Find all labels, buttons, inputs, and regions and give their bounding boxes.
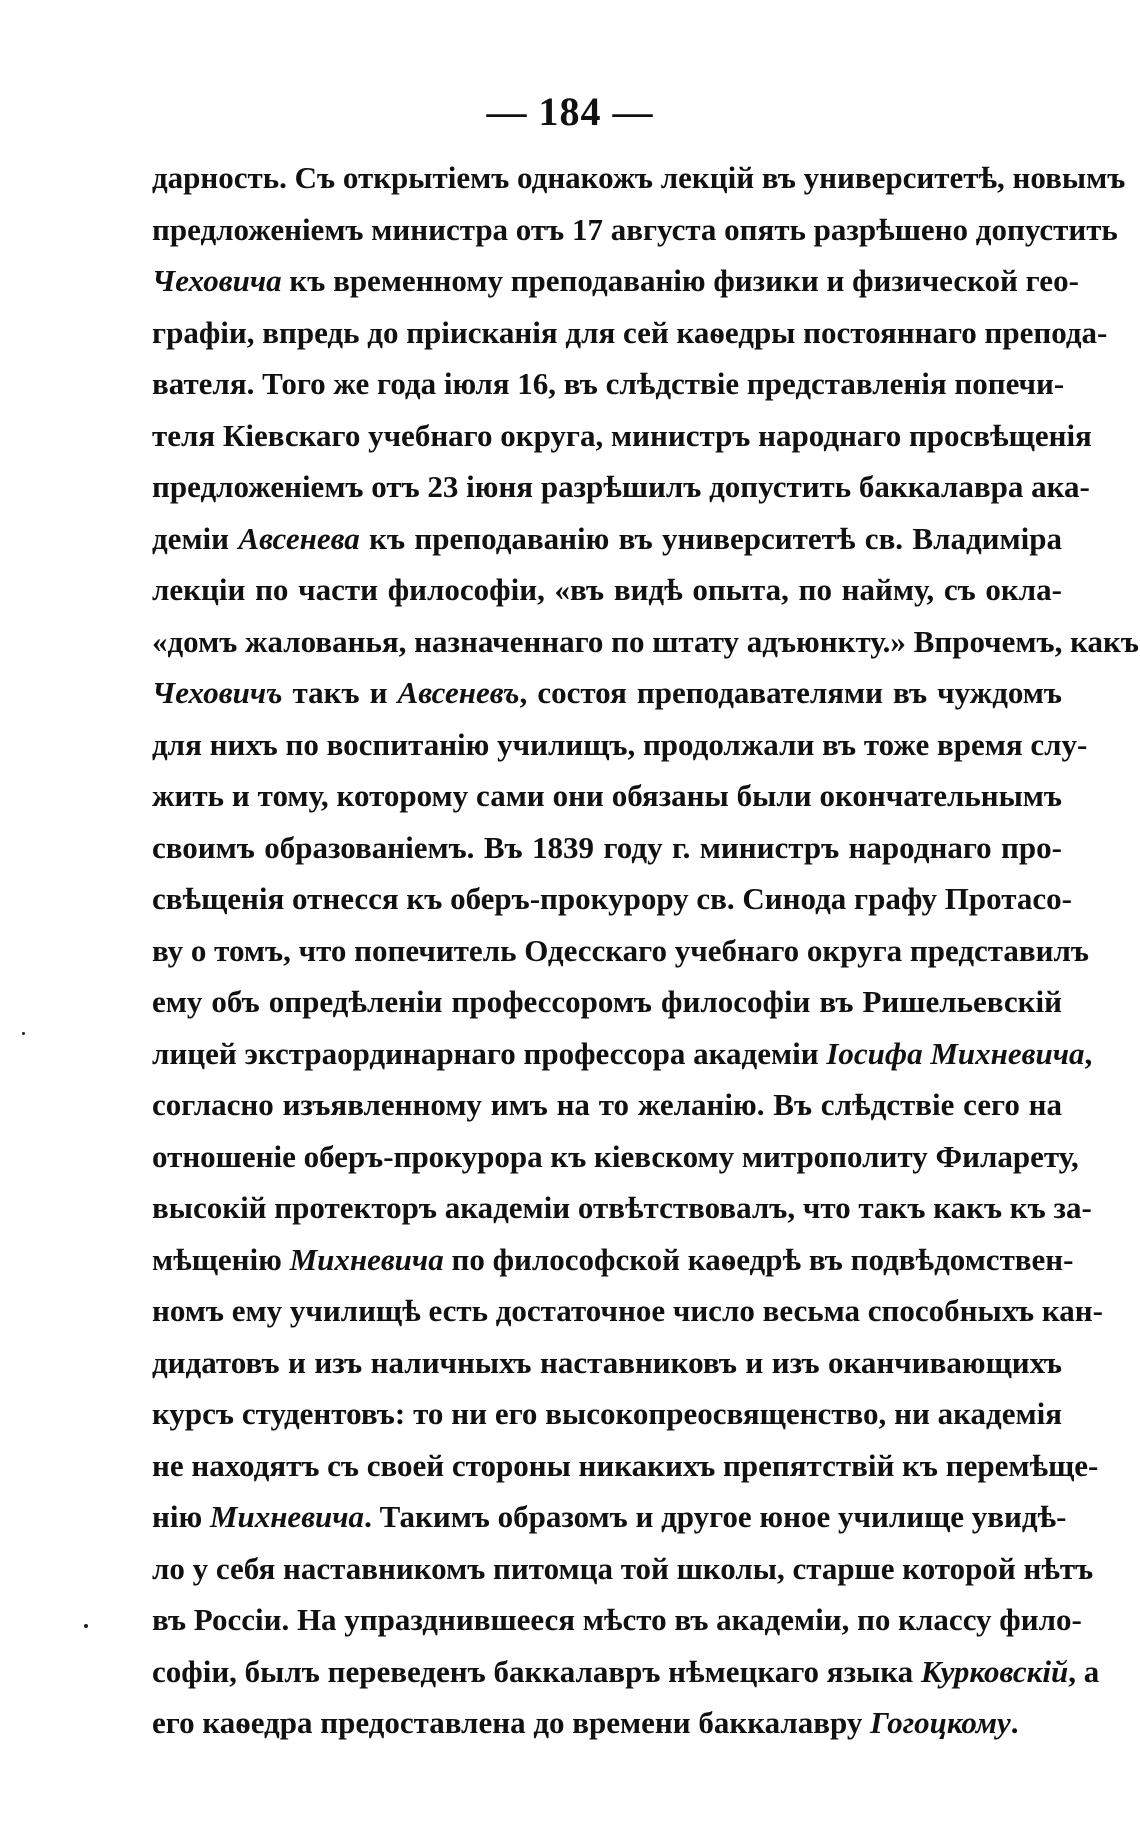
text-run: своимъ образованіемъ. Въ 1839 году г. министръ народнаго про- (152, 829, 1062, 865)
italic-name: Михневича (209, 1499, 365, 1534)
text-run: высокій протекторъ академіи отвѣтствовалъ, что такъ какъ къ за- (152, 1190, 1092, 1225)
text-line (152, 461, 1090, 513)
text-line (152, 255, 1079, 307)
text-run: мѣщенію (152, 1241, 290, 1277)
text-run: отношеніе оберъ-прокурора къ кіевскому митрополиту Филарету, (152, 1138, 1079, 1174)
text-run: . (1010, 1705, 1019, 1740)
ink-speck (84, 1624, 88, 1628)
text-line (152, 616, 1139, 668)
text-run: ло у себя наставникомъ питомца той школы, старше которой нѣтъ (152, 1550, 1094, 1586)
text-run: курсъ студентовъ: то ни его высокопреосвященство, ни академія (152, 1396, 1062, 1431)
text-run: не находятъ съ своей стороны никакихъ препятствій къ перемѣще- (152, 1447, 1099, 1483)
italic-name: Гогоцкому (870, 1705, 1011, 1740)
text-run: ву о томъ, что попечитель Одесскаго учебнаго округа представилъ (152, 932, 1089, 968)
italic-name: Авсенева (238, 520, 360, 556)
text-run: въ Россіи. На упразднившееся мѣсто въ академіи, по классу фило- (152, 1602, 1082, 1637)
italic-name: Михневича (289, 1241, 444, 1277)
text-line (152, 1028, 1093, 1080)
text-run: свѣщенія отнесся къ оберъ-прокурору св. Синода графу Протасо- (152, 881, 1072, 916)
text-run: «домъ жалованья, назначеннаго по штату адъюнкту.» Впрочемъ, какъ (152, 623, 1139, 659)
text-run: его каѳедра предоставлена до времени баккалавру (152, 1705, 871, 1740)
text-run: нію (152, 1499, 210, 1534)
text-line (152, 1543, 1094, 1595)
italic-name: Іосифа Михневича (826, 1035, 1085, 1071)
text-line (152, 1131, 1079, 1183)
text-run: лекціи по части философіи, «въ видѣ опыта, по найму, съ окла- (152, 572, 1062, 607)
text-line (152, 410, 1092, 462)
text-line (152, 925, 1089, 977)
text-line (152, 1388, 1062, 1440)
text-line (152, 1646, 1100, 1698)
text-line (152, 1697, 1062, 1749)
text-line (152, 873, 1072, 925)
italic-name: Чеховича (152, 263, 282, 298)
text-run: дарность. Съ открытіемъ однакожъ лекцій въ университетѣ, новымъ (152, 160, 1126, 195)
text-line (152, 358, 1065, 410)
text-line (152, 1234, 1074, 1286)
text-run: лицей экстраординарнаго профессора академіи (152, 1035, 827, 1071)
text-line (152, 1285, 1103, 1337)
body-text (152, 152, 1139, 1749)
text-line (152, 152, 1126, 204)
text-run: согласно изъявленному имъ на то желанію. Въ слѣдствіе сего на (152, 1087, 1062, 1122)
text-line (152, 976, 1062, 1028)
text-line (152, 513, 1062, 565)
text-run: предложеніемъ министра отъ 17 августа опять разрѣшено допустить (152, 211, 1118, 247)
italic-name: Авсеневъ (397, 675, 520, 710)
text-run: жить и тому, которому сами они обязаны были окончательнымъ (152, 778, 1062, 813)
text-run: номъ ему училищѣ есть достаточное число весьма способныхъ кан- (152, 1293, 1103, 1328)
text-run: деміи (152, 520, 239, 556)
italic-name: Чеховичъ (152, 675, 283, 710)
text-line (152, 1079, 1062, 1131)
text-line (152, 719, 1088, 771)
text-line (152, 770, 1062, 822)
text-line (152, 1594, 1082, 1646)
text-run: . Такимъ образомъ и другое юное училище увидѣ- (364, 1499, 1067, 1534)
page-number: — 184 — (486, 89, 654, 134)
text-run: , а (1068, 1653, 1100, 1689)
text-line (152, 1491, 1067, 1543)
text-line (152, 564, 1062, 616)
text-line (152, 204, 1118, 256)
italic-name: Курковскій (920, 1653, 1069, 1689)
text-line (152, 1337, 1062, 1389)
text-run: предложеніемъ отъ 23 іюня разрѣшилъ допустить баккалавра ака- (152, 469, 1090, 504)
text-run: дидатовъ и изъ наличныхъ наставниковъ и изъ оканчивающихъ (152, 1344, 1062, 1380)
text-run: для нихъ по воспитанію училищъ, продолжали въ тоже время слу- (152, 726, 1088, 762)
text-run: по философской каѳедрѣ въ подвѣдомствен- (443, 1241, 1074, 1277)
text-line (152, 307, 1108, 359)
text-line (152, 1182, 1092, 1234)
text-line (152, 1440, 1099, 1492)
text-line (152, 667, 1062, 719)
text-run: ему объ опредѣленіи профессоромъ философіи въ Ришельевскій (152, 984, 1062, 1019)
ink-speck (22, 1032, 25, 1035)
text-run: къ временному преподаванію физики и физической гео- (281, 263, 1079, 298)
text-run: къ преподаванію въ университетѣ св. Владиміра (359, 520, 1062, 556)
text-run: графіи, впредь до пріисканія для сей каѳедры постояннаго препода- (152, 314, 1108, 350)
text-run: , состоя преподавателями въ чуждомъ (519, 675, 1062, 710)
text-run: , (1084, 1035, 1093, 1071)
text-run: вателя. Того же года іюля 16, въ слѣдствіе представленія попечи- (152, 366, 1065, 401)
text-line (152, 822, 1062, 874)
text-run: теля Кіевскаго учебнаго округа, министръ народнаго просвѣщенія (152, 417, 1092, 453)
text-run: софіи, былъ переведенъ баккалавръ нѣмецкаго языка (152, 1653, 921, 1689)
text-run: такъ и (282, 675, 398, 710)
